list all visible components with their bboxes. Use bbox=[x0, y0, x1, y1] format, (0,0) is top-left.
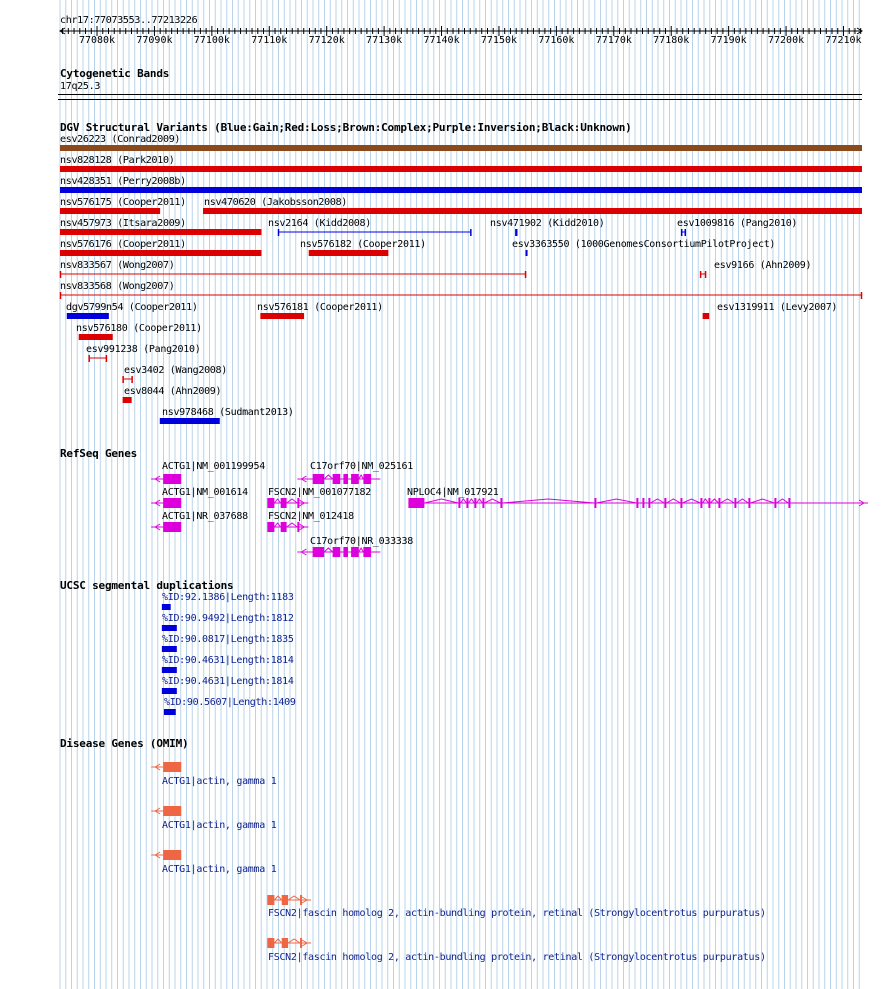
cytoband-track-line bbox=[58, 94, 862, 95]
refseq-gene-nploc4-nm-017921-intron bbox=[666, 499, 680, 503]
dgv-variant-nsv471902-label[interactable]: nsv471902 (Kidd2010) bbox=[490, 218, 605, 229]
refseq-gene-nploc4-nm-017921-intron bbox=[776, 499, 788, 503]
refseq-gene-c17orf70-nm-025161-exon[interactable] bbox=[363, 474, 371, 484]
dgv-variant-dgv5799n54-label[interactable]: dgv5799n54 (Cooper2011) bbox=[66, 302, 198, 313]
ruler-tick-label: 77080k bbox=[78, 35, 116, 46]
segdup-5-glyph[interactable] bbox=[0, 688, 890, 695]
refseq-gene-fscn2-nm-012418-intron bbox=[287, 523, 298, 527]
dgv-variant-nsv833567-label[interactable]: nsv833567 (Wong2007) bbox=[60, 260, 175, 271]
omim-gene-fscn2-5-label[interactable]: FSCN2|fascin homolog 2, actin-bundling protein, retinal (Strongylocentrotus purpuratus) bbox=[268, 952, 766, 963]
refseq-gene-nploc4-nm-017921-intron bbox=[710, 499, 718, 503]
refseq-gene-nploc4-nm-017921-exon[interactable] bbox=[748, 498, 750, 508]
refseq-gene-c17orf70-nr-033338-exon[interactable] bbox=[313, 547, 325, 557]
refseq-gene-nploc4-nm-017921-exon[interactable] bbox=[734, 498, 736, 508]
dgv-variant-esv3402-label[interactable]: esv3402 (Wang2008) bbox=[124, 365, 227, 376]
refseq-gene-nploc4-nm-017921-exon[interactable] bbox=[458, 498, 460, 508]
omim-gene-actg1-1-label[interactable]: ACTG1|actin, gamma 1 bbox=[162, 776, 277, 787]
refseq-gene-c17orf70-nm-025161-glyph[interactable] bbox=[0, 474, 890, 486]
omim-gene-fscn2-5-exon[interactable] bbox=[267, 938, 274, 948]
dgv-variant-esv8044-glyph[interactable] bbox=[0, 397, 890, 405]
refseq-gene-nploc4-nm-017921-exon[interactable] bbox=[648, 498, 650, 508]
refseq-gene-actg1-nm-001614-label[interactable]: ACTG1|NM_001614 bbox=[162, 487, 248, 498]
dgv-variant-nsv470620-bar[interactable] bbox=[203, 208, 862, 214]
omim-gene-actg1-1-glyph[interactable] bbox=[0, 762, 890, 774]
dgv-variant-nsv457973-label[interactable]: nsv457973 (Itsara2009) bbox=[60, 218, 186, 229]
dgv-variant-esv3402-glyph[interactable] bbox=[0, 376, 890, 384]
omim-gene-fscn2-5-exon[interactable] bbox=[300, 938, 302, 948]
ruler-tick-label: 77130k bbox=[366, 35, 403, 46]
refseq-gene-nploc4-nm-017921-intron bbox=[720, 499, 734, 503]
refseq-gene-c17orf70-nm-025161-intron bbox=[324, 475, 332, 479]
refseq-gene-nploc4-nm-017921-intron bbox=[502, 499, 594, 503]
dgv-variant-nsv978468-bar[interactable] bbox=[160, 418, 220, 424]
dgv-variant-esv3363550-glyph[interactable] bbox=[0, 250, 890, 258]
dgv-variant-nsv828128-glyph[interactable] bbox=[0, 166, 890, 174]
refseq-gene-nploc4-nm-017921-intron bbox=[460, 499, 466, 503]
ruler-tick-label: 77150k bbox=[480, 35, 518, 46]
segdup-6-bar[interactable] bbox=[164, 709, 176, 715]
refseq-gene-nploc4-nm-017921-exon[interactable] bbox=[636, 498, 638, 508]
refseq-gene-actg1-nm-001199954-label[interactable]: ACTG1|NM_001199954 bbox=[162, 461, 265, 472]
dgv-variant-esv1319911-glyph[interactable] bbox=[0, 313, 890, 321]
omim-gene-actg1-2-label[interactable]: ACTG1|actin, gamma 1 bbox=[162, 820, 277, 831]
track-title-omim[interactable]: Disease Genes (OMIM) bbox=[60, 737, 189, 750]
refseq-gene-nploc4-nm-017921-exon[interactable] bbox=[466, 498, 468, 508]
dgv-variant-esv991238-glyph[interactable] bbox=[0, 355, 890, 363]
dgv-variant-nsv576182-label[interactable]: nsv576182 (Cooper2011) bbox=[300, 239, 426, 250]
refseq-gene-fscn2-nm-012418-exon[interactable] bbox=[267, 522, 274, 532]
ruler-tick-label: 77180k bbox=[653, 35, 690, 46]
refseq-gene-nploc4-nm-017921-intron bbox=[484, 499, 500, 503]
segdup-2-glyph[interactable] bbox=[0, 625, 890, 632]
refseq-gene-c17orf70-nr-033338-exon[interactable] bbox=[351, 547, 359, 557]
refseq-gene-nploc4-nm-017921-intron bbox=[596, 499, 636, 503]
ruler-tick-label: 77090k bbox=[136, 35, 173, 46]
refseq-gene-nploc4-nm-017921-intron bbox=[468, 499, 474, 503]
refseq-gene-nploc4-nm-017921-exon[interactable] bbox=[594, 498, 596, 508]
omim-gene-fscn2-4-intron bbox=[274, 896, 281, 900]
ruler-tick-label: 77110k bbox=[251, 35, 288, 46]
refseq-gene-actg1-nr-037688-label[interactable]: ACTG1|NR_037688 bbox=[162, 511, 248, 522]
segdup-6-glyph[interactable] bbox=[0, 709, 890, 716]
segdup-4-bar[interactable] bbox=[162, 667, 177, 673]
dgv-variant-nsv828128-bar[interactable] bbox=[60, 166, 862, 172]
ruler-tick-label: 77100k bbox=[193, 35, 230, 46]
segdup-1-label[interactable]: %ID:92.1386|Length:1183 bbox=[162, 592, 294, 603]
refseq-gene-c17orf70-nr-033338-label[interactable]: C17orf70|NR_033338 bbox=[310, 536, 413, 547]
refseq-gene-nploc4-nm-017921-exon[interactable] bbox=[642, 498, 644, 508]
track-title-refseq[interactable]: RefSeq Genes bbox=[60, 447, 138, 460]
dgv-variant-esv3363550-bar[interactable] bbox=[525, 250, 527, 256]
refseq-gene-nploc4-nm-017921-exon[interactable] bbox=[718, 498, 720, 508]
refseq-gene-nploc4-nm-017921-exon[interactable] bbox=[482, 498, 484, 508]
dgv-variant-esv991238-label[interactable]: esv991238 (Pang2010) bbox=[86, 344, 201, 355]
dgv-variant-nsv576180-glyph[interactable] bbox=[0, 334, 890, 342]
dgv-variant-nsv576175-label[interactable]: nsv576175 (Cooper2011) bbox=[60, 197, 186, 208]
cytoband-label[interactable]: 17q25.3 bbox=[60, 81, 101, 92]
refseq-gene-nploc4-nm-017921-intron bbox=[424, 499, 458, 503]
omim-gene-actg1-2-exon[interactable] bbox=[163, 806, 181, 816]
refseq-gene-nploc4-nm-017921-exon[interactable] bbox=[700, 498, 702, 508]
dgv-variant-esv9166-glyph[interactable] bbox=[0, 271, 890, 279]
refseq-gene-c17orf70-nm-025161-label[interactable]: C17orf70|NM_025161 bbox=[310, 461, 413, 472]
omim-gene-actg1-3-label[interactable]: ACTG1|actin, gamma 1 bbox=[162, 864, 277, 875]
dgv-variant-nsv428351-bar[interactable] bbox=[60, 187, 862, 193]
dgv-variant-nsv576181-label[interactable]: nsv576181 (Cooper2011) bbox=[257, 302, 383, 313]
omim-gene-actg1-3-exon[interactable] bbox=[163, 850, 181, 860]
refseq-gene-nploc4-nm-017921-intron bbox=[702, 499, 708, 503]
refseq-gene-nploc4-nm-017921-intron bbox=[650, 499, 664, 503]
omim-gene-fscn2-5-intron bbox=[274, 939, 281, 943]
refseq-gene-nploc4-nm-017921-exon[interactable] bbox=[774, 498, 776, 508]
omim-gene-actg1-2-glyph[interactable] bbox=[0, 806, 890, 818]
omim-gene-actg1-1-exon[interactable] bbox=[163, 762, 181, 772]
omim-gene-fscn2-4-glyph[interactable] bbox=[0, 895, 890, 907]
omim-gene-fscn2-5-exon[interactable] bbox=[282, 938, 288, 948]
dgv-variant-esv8044-bar[interactable] bbox=[123, 397, 132, 403]
ruler-position-label: chr17:77073553..77213226 bbox=[60, 15, 198, 26]
refseq-gene-c17orf70-nr-033338-exon[interactable] bbox=[333, 547, 341, 557]
refseq-gene-c17orf70-nr-033338-intron bbox=[324, 548, 332, 552]
refseq-gene-fscn2-nm-001077182-label[interactable]: FSCN2|NM_001077182 bbox=[268, 487, 371, 498]
cytoband-track-line-2 bbox=[58, 99, 862, 100]
dgv-variant-nsv833568-glyph[interactable] bbox=[0, 292, 890, 300]
dgv-variant-nsv833568-label[interactable]: nsv833568 (Wong2007) bbox=[60, 281, 175, 292]
refseq-gene-nploc4-nm-017921-intron bbox=[736, 499, 748, 503]
refseq-gene-c17orf70-nm-025161-exon[interactable] bbox=[351, 474, 359, 484]
segdup-6-label[interactable]: %ID:90.5607|Length:1409 bbox=[164, 697, 296, 708]
refseq-gene-c17orf70-nm-025161-exon[interactable] bbox=[313, 474, 325, 484]
dgv-variant-esv1009816-label[interactable]: esv1009816 (Pang2010) bbox=[677, 218, 798, 229]
refseq-gene-c17orf70-nr-033338-exon[interactable] bbox=[343, 547, 348, 557]
refseq-gene-fscn2-nm-012418-exon[interactable] bbox=[281, 522, 287, 532]
refseq-gene-nploc4-nm-017921-exon[interactable] bbox=[474, 498, 476, 508]
refseq-gene-nploc4-nm-017921-exon[interactable] bbox=[788, 498, 790, 508]
segdup-3-glyph[interactable] bbox=[0, 646, 890, 653]
refseq-gene-c17orf70-nr-033338-exon[interactable] bbox=[363, 547, 371, 557]
dgv-variant-esv26223-label[interactable]: esv26223 (Conrad2009) bbox=[60, 134, 181, 145]
refseq-gene-fscn2-nm-012418-glyph[interactable] bbox=[0, 522, 890, 534]
segdup-5-label[interactable]: %ID:90.4631|Length:1814 bbox=[162, 676, 294, 687]
refseq-gene-nploc4-nm-017921-intron bbox=[750, 499, 774, 503]
dgv-variant-nsv470620-glyph[interactable] bbox=[0, 208, 890, 216]
dgv-variant-nsv428351-glyph[interactable] bbox=[0, 187, 890, 195]
refseq-gene-fscn2-nm-012418-intron bbox=[274, 523, 280, 527]
omim-gene-fscn2-4-exon[interactable] bbox=[282, 895, 288, 905]
segdup-2-label[interactable]: %ID:90.9492|Length:1812 bbox=[162, 613, 294, 624]
segdup-4-label[interactable]: %ID:90.4631|Length:1814 bbox=[162, 655, 294, 666]
dgv-variant-nsv978468-glyph[interactable] bbox=[0, 418, 890, 426]
segdup-5-bar[interactable] bbox=[162, 688, 177, 694]
omim-gene-fscn2-5-intron bbox=[288, 939, 300, 943]
refseq-gene-fscn2-nm-012418-exon[interactable] bbox=[297, 522, 299, 532]
refseq-gene-nploc4-nm-017921-exon[interactable] bbox=[680, 498, 682, 508]
ruler-tick-label: 77210k bbox=[825, 35, 862, 46]
track-title-segdups[interactable]: UCSC segmental duplications bbox=[60, 579, 234, 592]
omim-gene-fscn2-4-exon[interactable] bbox=[300, 895, 302, 905]
omim-gene-fscn2-4-exon[interactable] bbox=[267, 895, 274, 905]
dgv-variant-nsv470620-label[interactable]: nsv470620 (Jakobsson2008) bbox=[204, 197, 348, 208]
segdup-1-glyph[interactable] bbox=[0, 604, 890, 611]
segdup-3-label[interactable]: %ID:90.0817|Length:1835 bbox=[162, 634, 294, 645]
refseq-gene-c17orf70-nm-025161-exon[interactable] bbox=[343, 474, 348, 484]
dgv-variant-esv1009816-glyph[interactable] bbox=[0, 229, 890, 237]
refseq-gene-nploc4-nm-017921-intron bbox=[476, 499, 482, 503]
dgv-variant-esv1319911-label[interactable]: esv1319911 (Levy2007) bbox=[717, 302, 838, 313]
ruler-tick-label: 77160k bbox=[538, 35, 575, 46]
refseq-gene-fscn2-nm-012418-label[interactable]: FSCN2|NM_012418 bbox=[268, 511, 354, 522]
omim-gene-fscn2-4-intron bbox=[288, 896, 300, 900]
track-title-dgv[interactable]: DGV Structural Variants (Blue:Gain;Red:Loss;Brown:Complex;Purple:Inversion;Black:Unknown) bbox=[60, 121, 632, 134]
refseq-gene-nploc4-nm-017921-exon[interactable] bbox=[500, 498, 502, 508]
ruler-tick-label: 77140k bbox=[423, 35, 460, 46]
dgv-variant-nsv2164-label[interactable]: nsv2164 (Kidd2008) bbox=[268, 218, 371, 229]
segdup-1-bar[interactable] bbox=[162, 604, 171, 610]
track-title-cytoband[interactable]: Cytogenetic Bands bbox=[60, 67, 170, 80]
refseq-gene-nploc4-nm-017921-exon[interactable] bbox=[664, 498, 666, 508]
dgv-variant-nsv978468-label[interactable]: nsv978468 (Sudmant2013) bbox=[162, 407, 294, 418]
refseq-gene-nploc4-nm-017921-exon[interactable] bbox=[408, 498, 424, 508]
omim-gene-fscn2-4-label[interactable]: FSCN2|fascin homolog 2, actin-bundling protein, retinal (Strongylocentrotus purpuratus) bbox=[268, 908, 766, 919]
refseq-gene-c17orf70-nm-025161-intron bbox=[359, 475, 364, 479]
refseq-gene-c17orf70-nm-025161-exon[interactable] bbox=[333, 474, 341, 484]
refseq-gene-c17orf70-nr-033338-intron bbox=[359, 548, 364, 552]
refseq-gene-nploc4-nm-017921-exon[interactable] bbox=[708, 498, 710, 508]
ruler-tick-label: 77170k bbox=[595, 35, 632, 46]
refseq-gene-nploc4-nm-017921-label[interactable]: NPLOC4|NM_017921 bbox=[407, 487, 499, 498]
segdup-3-bar[interactable] bbox=[162, 646, 177, 652]
dgv-variant-nsv576180-label[interactable]: nsv576180 (Cooper2011) bbox=[76, 323, 202, 334]
segdup-4-glyph[interactable] bbox=[0, 667, 890, 674]
dgv-variant-nsv828128-label[interactable]: nsv828128 (Park2010) bbox=[60, 155, 175, 166]
dgv-variant-esv3363550-label[interactable]: esv3363550 (1000GenomesConsortiumPilotProject) bbox=[512, 239, 776, 250]
omim-gene-actg1-3-glyph[interactable] bbox=[0, 850, 890, 862]
dgv-variant-nsv576180-bar[interactable] bbox=[79, 334, 113, 340]
dgv-variant-esv26223-bar[interactable] bbox=[60, 145, 862, 151]
dgv-variant-nsv576176-label[interactable]: nsv576176 (Cooper2011) bbox=[60, 239, 186, 250]
dgv-variant-esv1319911-bar[interactable] bbox=[703, 313, 710, 319]
dgv-variant-nsv428351-label[interactable]: nsv428351 (Perry2008b) bbox=[60, 176, 186, 187]
dgv-variant-esv8044-label[interactable]: esv8044 (Ahn2009) bbox=[124, 386, 222, 397]
refseq-gene-nploc4-nm-017921-glyph[interactable] bbox=[0, 498, 890, 510]
omim-gene-fscn2-5-glyph[interactable] bbox=[0, 938, 890, 950]
dgv-variant-esv26223-glyph[interactable] bbox=[0, 145, 890, 153]
ruler-tick-label: 77190k bbox=[710, 35, 747, 46]
refseq-gene-c17orf70-nr-033338-glyph[interactable] bbox=[0, 547, 890, 559]
ruler-tick-label: 77200k bbox=[767, 35, 805, 46]
refseq-gene-nploc4-nm-017921-intron bbox=[682, 499, 700, 503]
dgv-variant-esv9166-label[interactable]: esv9166 (Ahn2009) bbox=[714, 260, 812, 271]
ruler-tick-label: 77120k bbox=[308, 35, 345, 46]
segdup-2-bar[interactable] bbox=[162, 625, 177, 631]
